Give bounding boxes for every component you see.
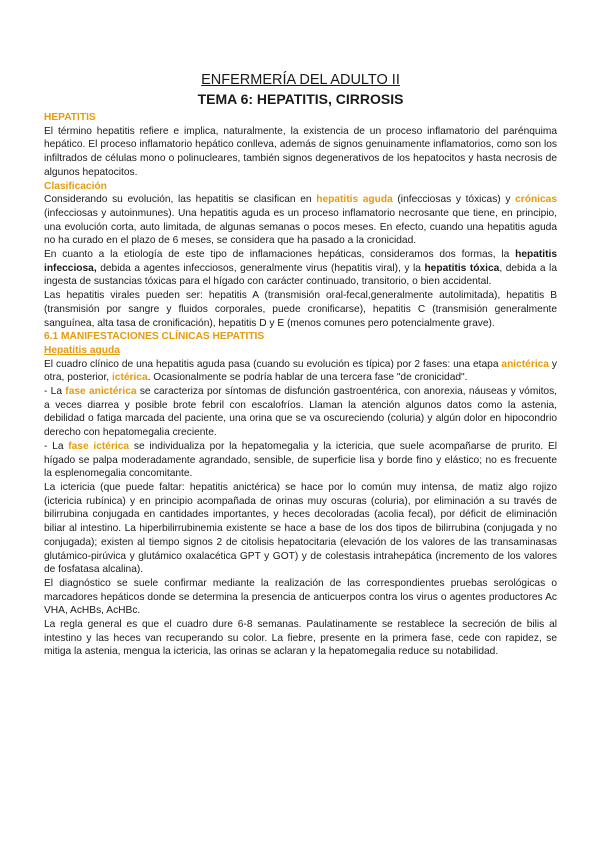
highlight-hepatitis-aguda: hepatitis aguda (316, 194, 393, 206)
text-run: . Ocasionalmente se podría hablar de una tercera fase "de cronicidad". (147, 372, 468, 384)
text-run: Considerando su evolución, las hepatitis se clasifican en (44, 194, 317, 206)
icteric-phase-paragraph (44, 440, 557, 481)
course-title: ENFERMERÍA DEL ADULTO II (201, 72, 400, 88)
text-run: (infecciosas y tóxicas) y (392, 194, 516, 206)
text-run: se individualiza por la hepatomegalia y la ictericia, que suele acompañarse de prurito. El hígado se palpa moderadamente agrandado, sensible, de superficie lisa y borde fino y elástico; no es frecuente la esplenomegalia concomitante. (44, 440, 558, 480)
etiology-paragraph (44, 248, 557, 289)
highlight-icterica: ictérica (111, 372, 148, 384)
jaundice-paragraph: La ictericia (que puede faltar: hepatitis anictérica) se hace por lo común muy intensa, de matiz algo rojizo (ictericia rubínica) y en principio acompañada de orinas muy oscuras (coluria), por eliminación a su través de bilirrubina conjugada en cantidades importantes, y heces decoloradas (acolia fecal), por déficit de eliminación biliar al intestino. La hiperbilirrubinemia existente se hace a base de los dos tipos de bilirrubina (conjugada y no conjugada); existen al tiempo signos 2 de citolisis hepatocitaria (elevación de los valores de las transaminasas glutámico-pirúvica y glutámico oxalacética GPT y GOT) y de colestasis intrahepática (incremento de los valores de fosfatasa alcalina). (44, 481, 557, 576)
highlight-anicterica: anictérica (501, 358, 549, 370)
viral-types-paragraph: Las hepatitis virales pueden ser: hepatitis A (transmisión oral-fecal,generalmente autolimitada), hepatitis B (transmisión por sangre y fluidos corporales, puede cronificarse), hepatitis C (transmisión generalmente sanguínea, alta tasa de cronificación), hepatitis D y E (menos comunes pero potencialmente grave). (44, 290, 557, 329)
text-run: - La (44, 386, 66, 398)
subheading-hepatitis-aguda: Hepatitis aguda (44, 344, 120, 356)
text-run: se caracteriza por síntomas de disfunción gastroentérica, con anorexia, náuseas y vómitos, a veces diarrea y posible brote febril con escalofríos. Llaman la atención algunos datos como la astenia, debilidad o fatiga marcada del paciente, una orina que se va oscureciendo (coluria) y algún dolor en hipocondrio derecho con hepatomegalia creciente. (44, 386, 558, 439)
topic-title: TEMA 6: HEPATITIS, CIRROSIS (197, 91, 404, 107)
section-heading-hepatitis: HEPATITIS (44, 112, 96, 123)
bold-hepatitis-infecciosa: hepatitis infecciosa, (44, 249, 557, 274)
section-heading-manifestaciones: 6.1 MANIFESTACIONES CLÍNICAS HEPATITIS (44, 331, 265, 343)
highlight-cronicas: crónicas (515, 194, 557, 206)
highlight-fase-icterica: fase ictérica (68, 440, 130, 452)
bold-hepatitis-toxica: hepatitis tóxica (424, 262, 500, 274)
text-run: y otra, posterior, (44, 358, 557, 384)
anicteric-phase-paragraph (44, 385, 557, 440)
highlight-fase-anicterica: fase anictérica (65, 386, 137, 398)
text-run: - La (44, 440, 69, 452)
text-run: En cuanto a la etiología de este tipo de inflamaciones hepáticas, consideramos dos formas, la (44, 249, 516, 261)
section-heading-clasificacion: Clasificación (44, 180, 107, 192)
text-run: El cuadro clínico de una hepatitis aguda pasa (cuando su evolución es típica) por 2 fases: una etapa (44, 358, 502, 370)
text-run: debida a agentes infecciosos, generalmente virus (hepatitis viral), y la (96, 262, 425, 274)
hepatitis-intro-paragraph: El término hepatitis refiere e implica, naturalmente, la existencia de un proceso inflamatorio del parénquima hepático. El proceso inflamatorio hepático conlleva, además de signos genuinamente inflamatorios, como son los infiltrados de células mono o polinucleares, también signos degenerativos de los hepatocitos y hasta necrosis de algunos hepatocitos. (44, 125, 557, 178)
text-run: , debida a la ingesta de sustancias tóxicas para el hígado con carácter continuado, transitorio, o bien accidental. (44, 262, 557, 288)
clinical-phases-paragraph (44, 358, 557, 385)
text-run: (infecciosas y autoinmunes). Una hepatitis aguda es un proceso inflamatorio necrosante que tiene, en principio, una evolución corta, auto limitada, de algunas semanas o pocos meses. En efecto, cuando una hepatitis aguda no ha curado en el plazo de 6 meses, se considera que ha pasado a la cronicidad. (44, 207, 557, 247)
evolution-paragraph: La regla general es que el cuadro dure 6-8 semanas. Paulatinamente se restablece la secreción de bilis al intestino y las heces van recuperando su color. La fiebre, presente en la primera fase, cede con rapidez, se mitiga la astenia, mengua la ictericia, las orinas se aclaran y la hepatomegalia reduce su notabilidad. (44, 619, 557, 658)
diagnosis-paragraph: El diagnóstico se suele confirmar mediante la realización de las correspondientes pruebas serológicas o marcadores hepáticos donde se determina la presencia de anticuerpos contra los virus o agentes productores Ac VHA, AcHBs, AcHBc. (44, 577, 557, 617)
page-content (44, 72, 557, 659)
classification-paragraph (44, 193, 557, 248)
